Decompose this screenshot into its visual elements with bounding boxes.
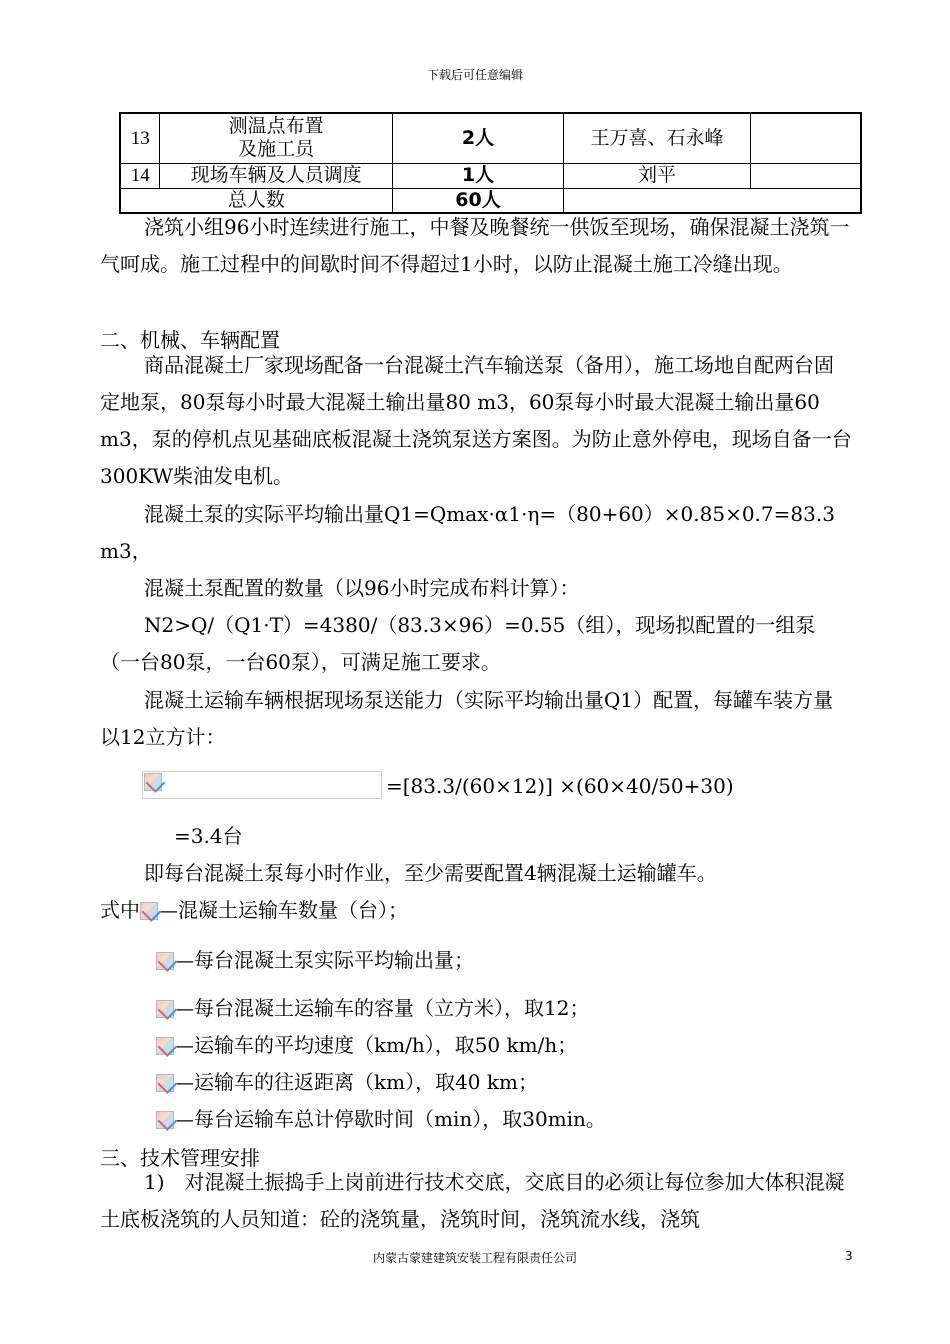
section-heading-technical: 三、技术管理安排: [100, 1146, 260, 1170]
row-count: 1人: [392, 163, 564, 188]
broken-image-icon: [156, 952, 174, 970]
page-header: 下载后可任意编辑: [426, 68, 523, 82]
formula-text: =[83.3/(60×12)] ×(60×40/50+30): [386, 774, 734, 798]
definition-line: [156, 990, 908, 1027]
table-row: [120, 113, 861, 163]
row-role: [160, 113, 392, 163]
definition-text: —每台运输车总计停歇时间（min），取30min。: [174, 1107, 606, 1131]
formula-image: [142, 771, 382, 799]
broken-image-icon: [144, 773, 162, 791]
definition-line: [156, 1101, 908, 1138]
total-value: 60人: [392, 188, 564, 213]
row-number: 14: [120, 163, 160, 188]
broken-image-icon: [140, 902, 158, 920]
row-names: 王万喜、石永峰: [564, 113, 751, 163]
definition-text: —运输车的往返距离（km），取40 km；: [174, 1070, 538, 1094]
row-role-line: 测温点布置: [228, 115, 324, 138]
definition-text: —混凝土运输车数量（台）；: [158, 898, 408, 922]
definition-line: [156, 1027, 908, 1064]
definition-text: —每台混凝土泵实际平均输出量；: [174, 948, 474, 972]
row-extra: [750, 113, 861, 163]
broken-image-icon: [156, 1074, 174, 1092]
paragraph-trucks: 混凝土运输车辆根据现场泵送能力（实际平均输出量Q1）配置，每罐车装方量以12立方计：: [100, 688, 834, 749]
total-label: 总人数: [120, 188, 392, 213]
row-count: 2人: [392, 113, 564, 163]
paragraph-pump-output: 混凝土泵的实际平均输出量Q1=Qmax·α1·η=（80+60）×0.85×0.7=83.3 m3，: [100, 502, 835, 563]
row-names: 刘平: [564, 163, 751, 188]
paragraph-technical: 1) 对混凝土振捣手上岗前进行技术交底，交底目的必须让每位参加大体积混凝土底板浇筑的人员知道：砼的浇筑量，浇筑时间，浇筑流水线，浇筑: [100, 1170, 845, 1231]
paragraph-pouring: 浇筑小组96小时连续进行施工，中餐及晚餐统一供饭至现场，确保混凝土浇筑一气呵成。施工过程中的间歇时间不得超过1小时，以防止混凝土施工冷缝出现。: [100, 215, 850, 276]
definition-text: —运输车的平均速度（km/h），取50 km/h；: [174, 1033, 578, 1057]
broken-image-icon: [156, 1037, 174, 1055]
definition-line: [156, 1064, 908, 1101]
row-extra: [750, 163, 861, 188]
table-row: [120, 163, 861, 188]
paragraph-machinery: 商品混凝土厂家现场配备一台混凝土汽车输送泵（备用），施工场地自配两台固定地泵，80泵每小时最大混凝土输出量80 m3，60泵每小时最大混凝土输出量60 m3，泵的停机点见基础底板混凝土浇筑泵送方案图。为防止意外停电，现场自备一台300KW柴油发电机。: [100, 353, 852, 488]
row-role: 现场车辆及人员调度: [160, 163, 392, 188]
page-number: 3: [845, 1249, 853, 1263]
definition-line: [156, 942, 908, 979]
definition-prefix: 式中: [100, 898, 140, 922]
paragraph-pump-count: 混凝土泵配置的数量（以96小时完成布料计算）：: [144, 576, 580, 600]
formula-line: [142, 768, 894, 805]
page-footer: 内蒙古蒙建建筑安装工程有限责任公司: [372, 1251, 577, 1265]
row-number: 13: [120, 113, 160, 163]
broken-image-icon: [156, 1000, 174, 1018]
definition-line: [100, 892, 852, 929]
section-heading-machinery: 二、机械、车辆配置: [100, 328, 280, 352]
formula-result: =3.4台: [174, 824, 243, 848]
row-role-line: 及施工员: [238, 138, 315, 161]
paragraph-pump-formula: N2>Q/（Q1·T）=4380/（83.3×96）=0.55（组），现场拟配置的一组泵（一台80泵，一台60泵），可满足施工要求。: [100, 613, 816, 674]
staff-table: [119, 112, 862, 214]
broken-image-icon: [156, 1111, 174, 1129]
definition-text: —每台混凝土运输车的容量（立方米），取12；: [174, 996, 590, 1020]
paragraph-conclusion: 即每台混凝土泵每小时作业，至少需要配置4辆混凝土运输罐车。: [144, 861, 717, 885]
